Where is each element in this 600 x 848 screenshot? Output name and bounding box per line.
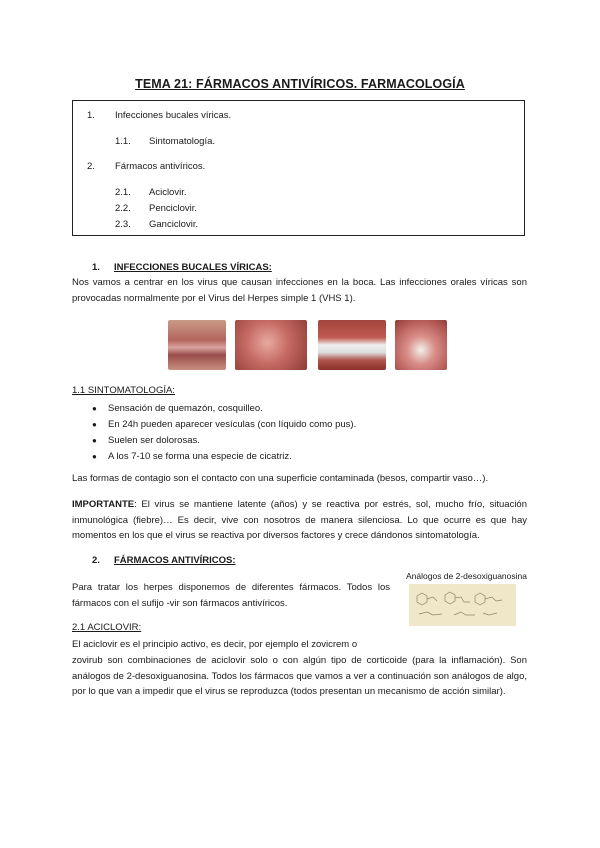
symptom-list: [92, 401, 356, 465]
figure-caption: Análogos de 2-desoxiguanosina: [406, 571, 527, 581]
page-title: TEMA 21: FÁRMACOS ANTIVÍRICOS. FARMACOLOGÍA: [135, 77, 465, 91]
gum-herpes-photo: [318, 320, 386, 370]
list-item: ● A los 7-10 se forma una especie de cicatriz.: [92, 449, 356, 465]
toc-item: 2.3. Ganciclovir.: [115, 219, 199, 230]
toc-item: 2. Fármacos antivíricos.: [87, 161, 206, 172]
list-item: ● En 24h pueden aparecer vesículas (con líquido como pus).: [92, 417, 356, 433]
subsection-heading: 1.1 SINTOMATOLOGÍA:: [72, 385, 175, 396]
paragraph: zovirub son combinaciones de aciclovir solo o con algún tipo de corticoide (para la inflamación). Son análogos de 2-desoxiguanosina. Todos los fármacos que vamos a ver a continuación son análogos de algo, por lo que van a impedir que el virus se reproduzca (todos presentan un mecanismo de acción similar).: [72, 655, 527, 697]
important-label: IMPORTANTE: [72, 499, 135, 510]
section-heading: 2. FÁRMACOS ANTIVÍRICOS:: [92, 555, 236, 566]
toc-item: 1.1. Sintomatología.: [115, 136, 216, 147]
important-paragraph: IMPORTANTE: El virus se mantiene latente (años) y se reactiva por estrés, sol, mucho frío, situación inmunológica (fiebre)… Es decir, vive con nosotros de manera silenciosa. Lo que ocurre es que hay momentos en los que el virus se reactiva por diversos factores y crece dándonos sintomatología.: [72, 499, 527, 541]
toc-item: 2.1. Aciclovir.: [115, 187, 187, 198]
molecule-structures-image: [409, 584, 516, 626]
paragraph: Las formas de contagio son el contacto con una superficie contaminada (besos, compartir vaso…).: [72, 473, 489, 484]
paragraph: El aciclovir es el principio activo, es decir, por ejemplo el zovicrem o: [72, 639, 358, 650]
gum-herpes-photo: [395, 320, 447, 370]
list-item: ● Sensación de quemazón, cosquilleo.: [92, 401, 356, 417]
table-of-contents: [72, 100, 525, 236]
paragraph: Para tratar los herpes disponemos de diferentes fármacos. Todos los fármacos con el sufijo -vir son fármacos antivíricos.: [72, 582, 390, 609]
subsection-heading: 2.1 ACICLOVIR:: [72, 622, 142, 633]
lip-herpes-photo: [235, 320, 307, 370]
toc-item: 2.2. Penciclovir.: [115, 203, 198, 214]
toc-item: 1. Infecciones bucales víricas.: [87, 110, 232, 121]
section-heading: 1. INFECCIONES BUCALES VÍRICAS:: [92, 262, 272, 273]
list-item: ● Suelen ser dolorosas.: [92, 433, 356, 449]
paragraph: Nos vamos a centrar en los virus que causan infecciones en la boca. Las infecciones orales víricas son provocadas normalmente por el Virus del Herpes simple 1 (VHS 1).: [72, 277, 527, 304]
lip-herpes-photo: [168, 320, 226, 370]
